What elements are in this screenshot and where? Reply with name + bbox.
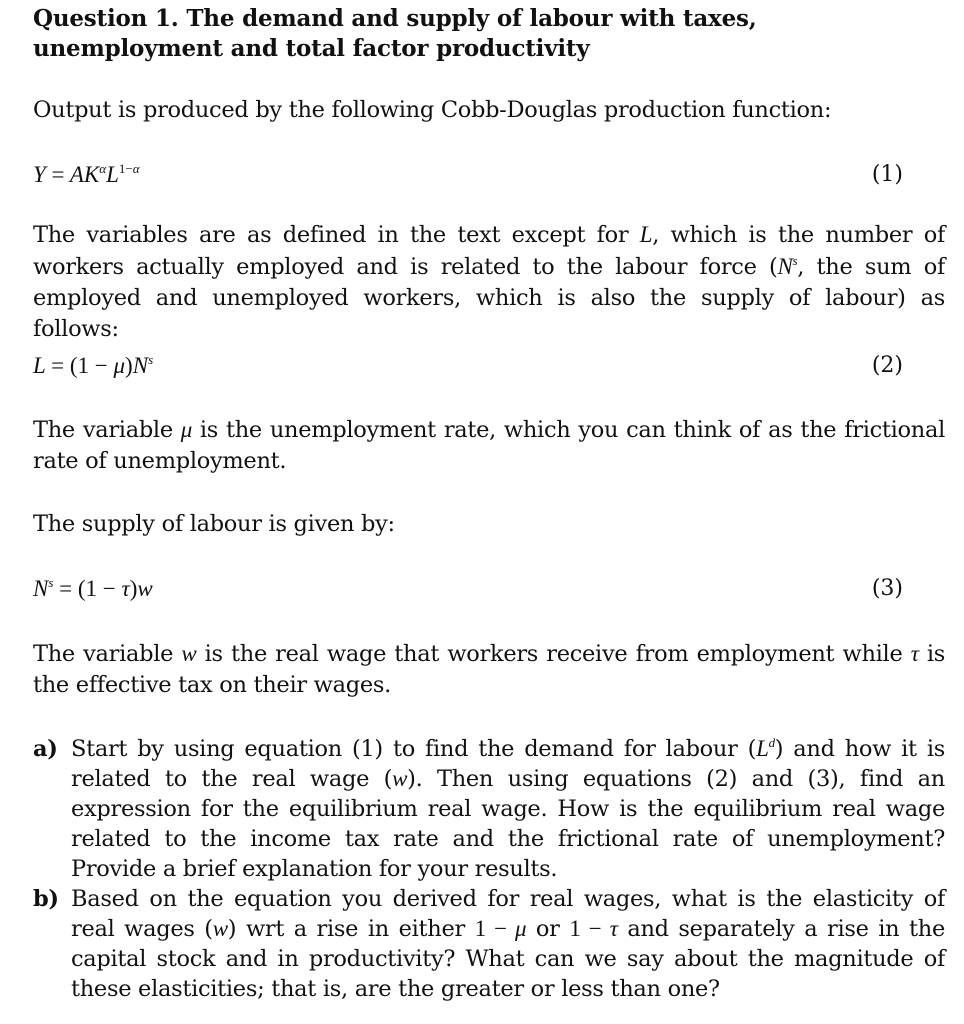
- item-b-marker: b): [33, 886, 59, 912]
- item-b-text-3: or: [526, 916, 570, 942]
- equation-2-number: (2): [871, 353, 903, 378]
- intro-paragraph: Output is produced by the following Cobb-Douglas production function:: [33, 97, 832, 123]
- supply-intro: The supply of labour is given by:: [33, 511, 395, 537]
- variables-text-3: , the sum of employed and unemployed workers, which is also the supply of labour) as follows:: [33, 254, 945, 342]
- wage-text-2: is the real wage that workers receive from employment while: [196, 641, 911, 667]
- item-a-text-2: ) and how it is related to the real wage (: [71, 736, 945, 792]
- item-a-text-1: Start by using equation (1) to find the demand for labour (: [71, 736, 757, 762]
- question-title: Question 1. The demand and supply of labour with taxes, unemployment and total factor productivity: [33, 5, 757, 62]
- item-b-text-2: ) wrt a rise in either: [227, 916, 475, 942]
- equation-3-number: (3): [871, 576, 903, 601]
- var-Ld: $L^d$: [756, 735, 775, 761]
- mu-text-1: The variable: [33, 417, 181, 443]
- equation-1-number: (1): [871, 162, 903, 187]
- item-b-text-1: Based on the equation you derived for real wages, what is the elasticity of real wages (: [71, 886, 945, 942]
- equation-1-row: [33, 159, 903, 191]
- equation-3: $N^s = (1 - \tau)w$: [33, 575, 153, 601]
- var-tau: τ: [910, 641, 919, 666]
- var-w: w: [181, 641, 197, 666]
- variables-text-2: , which is the number of workers actually employed and is related to the labour force (: [33, 222, 945, 280]
- var-mu: μ: [180, 417, 192, 442]
- wage-text-3: is the effective tax on their wages.: [33, 641, 945, 698]
- mu-text-2: is the unemployment rate, which you can think of as the frictional rate of unemployment.: [33, 417, 946, 474]
- expr-one-minus-tau: 1 − τ: [569, 916, 618, 941]
- var-Ns: $N^s$: [777, 253, 798, 279]
- mu-paragraph: [33, 414, 945, 477]
- equation-2: $L = (1 - \mu)N^s$: [33, 352, 154, 378]
- equation-1: $Y = AK^\alpha L^{1-\alpha}$: [33, 161, 140, 187]
- wage-paragraph: [33, 638, 945, 701]
- var-L: L: [639, 222, 653, 247]
- var-w-b: w: [212, 916, 228, 941]
- equation-3-row: [33, 573, 903, 605]
- list-item-a: [33, 734, 945, 884]
- equation-2-row: [33, 350, 903, 382]
- question-page: [33, 0, 945, 1024]
- question-parts-list: [33, 734, 945, 1004]
- item-b-text-4: and separately a rise in the capital stock and in productivity? What can we say about the magnitude of these elasticities; that is, are the greater or less than one?: [71, 916, 945, 1002]
- list-item-b: [33, 884, 945, 1004]
- wage-text-1: The variable: [33, 641, 182, 667]
- variables-paragraph: [33, 219, 945, 345]
- var-w-a: w: [392, 766, 408, 791]
- item-a-text-3: ). Then using equations (2) and (3), find an expression for the equilibrium real wage. How is the equilibrium real wage related to the income tax rate and the frictional rate of unemployment? Provide a brief explanation for your results.: [71, 766, 945, 882]
- expr-one-minus-mu: 1 − μ: [474, 916, 527, 941]
- variables-text-1: The variables are as defined in the text except for: [33, 222, 640, 248]
- item-a-marker: a): [33, 736, 58, 762]
